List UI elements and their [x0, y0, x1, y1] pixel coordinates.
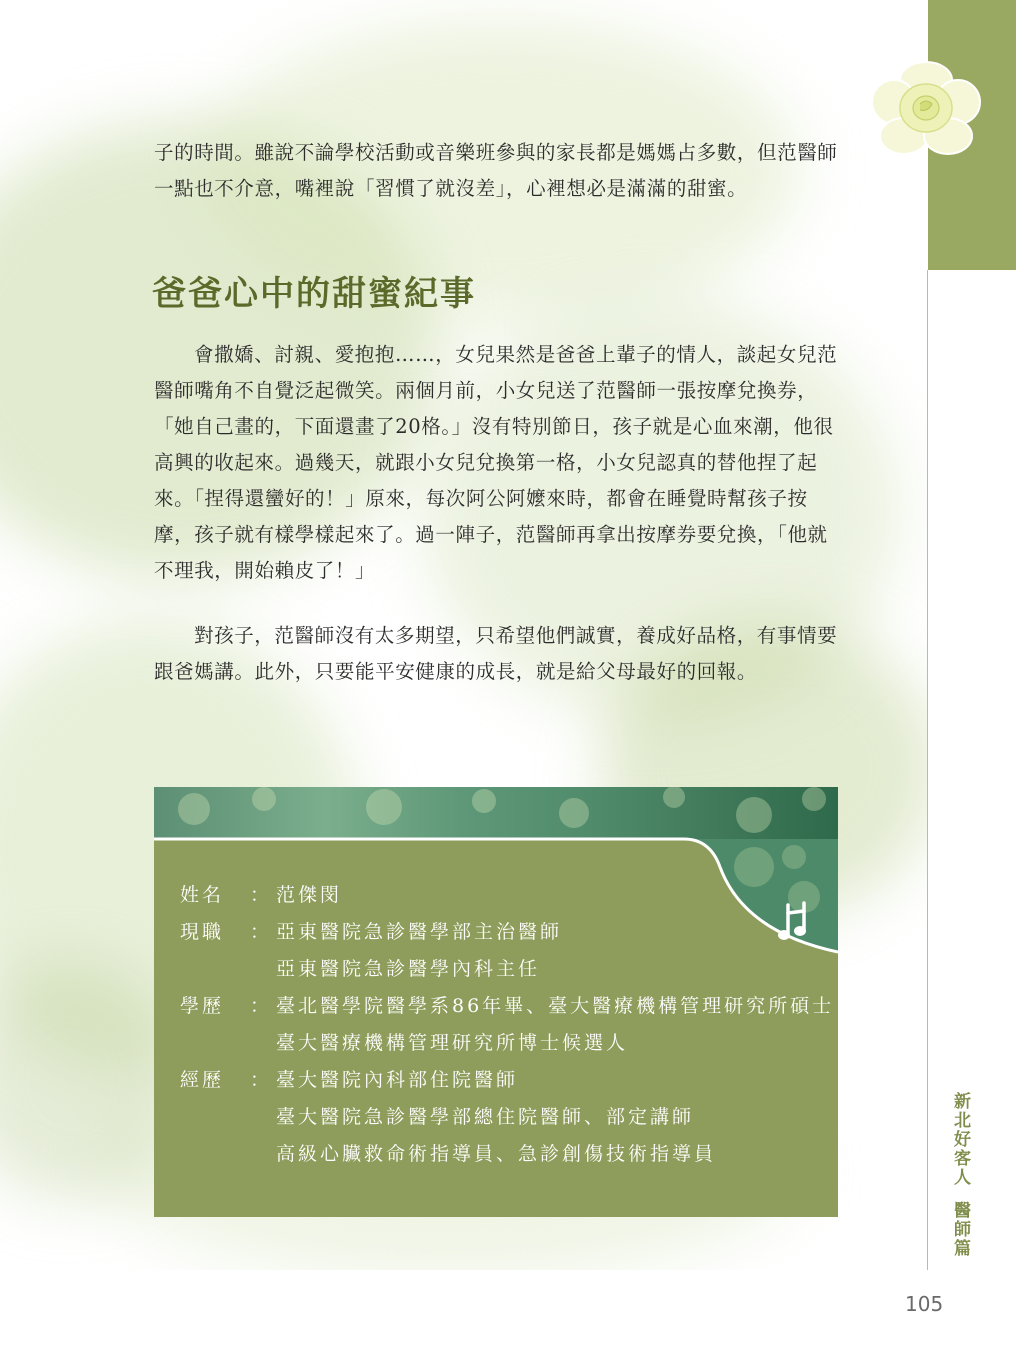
- education-label: 學歷: [180, 995, 225, 1017]
- education-value: 臺大醫療機構管理研究所博士候選人: [276, 1032, 629, 1054]
- profile-row-position: [180, 914, 834, 951]
- name-label: 姓名: [180, 884, 225, 906]
- paragraph-daughter: 會撒嬌、討親、愛抱抱……，女兒果然是爸爸上輩子的情人，談起女兒范醫師嘴角不自覺泛起微笑。兩個月前，小女兒送了范醫師一張按摩兌換券，「她自己畫的，下面還畫了20格。」沒有特別節日，孩子就是心血來潮，他很高興的收起來。過幾天，就跟小女兒兌換第一格，小女兒認真的替他捏了起來。「捏得還蠻好的！」原來，每次阿公阿嬤來時，都會在睡覺時幫孩子按摩，孩子就有樣學樣起來了。過一陣子，范醫師再拿出按摩券要兌換，「他就不理我，開始賴皮了！」: [154, 343, 838, 582]
- profile-row-position-2: [180, 951, 834, 988]
- experience-value: 高級心臟救命術指導員、急診創傷技術指導員: [276, 1143, 717, 1165]
- colon: ：: [250, 1069, 273, 1091]
- profile-row-education: [180, 988, 834, 1025]
- experience-value: 臺大醫院內科部住院醫師: [276, 1069, 519, 1091]
- gardenia-flower-icon: [870, 58, 982, 158]
- position-value: 亞東醫院急診醫學內科主任: [276, 958, 541, 980]
- section-heading: 爸爸心中的甜蜜紀事: [152, 274, 476, 314]
- position-label: 現職: [180, 921, 225, 943]
- profile-row-education-2: [180, 1025, 834, 1062]
- page-number: 105: [905, 1292, 944, 1316]
- colon: ：: [250, 884, 273, 906]
- side-divider: [927, 270, 928, 1270]
- profile-row-experience: [180, 1062, 834, 1099]
- profile-row-experience-3: [180, 1136, 834, 1173]
- book-title: 新北好客人: [950, 1092, 970, 1187]
- position-value: 亞東醫院急診醫學部主治醫師: [276, 921, 563, 943]
- name-value: 范傑閔: [276, 884, 343, 906]
- education-value: 臺北醫學院醫學系86年畢、臺大醫療機構管理研究所碩士: [276, 995, 835, 1017]
- profile-details: [180, 877, 834, 1173]
- section-name: 醫師篇: [950, 1201, 970, 1258]
- colon: ：: [250, 995, 273, 1017]
- experience-value: 臺大醫院急診醫學部總住院醫師、部定講師: [276, 1106, 695, 1128]
- colon: ：: [250, 921, 273, 943]
- side-book-title: [940, 1092, 970, 1258]
- paragraph-continued: 子的時間。雖說不論學校活動或音樂班參與的家長都是媽媽占多數，但范醫師一點也不介意，嘴裡說「習慣了就沒差」，心裡想必是滿滿的甜蜜。: [154, 141, 838, 200]
- experience-label: 經歷: [180, 1069, 225, 1091]
- profile-row-name: [180, 877, 834, 914]
- profile-card: [154, 787, 838, 1217]
- paragraph-expectations: 對孩子，范醫師沒有太多期望，只希望他們誠實，養成好品格，有事情要跟爸媽講。此外，只要能平安健康的成長，就是給父母最好的回報。: [154, 624, 838, 683]
- profile-row-experience-2: [180, 1099, 834, 1136]
